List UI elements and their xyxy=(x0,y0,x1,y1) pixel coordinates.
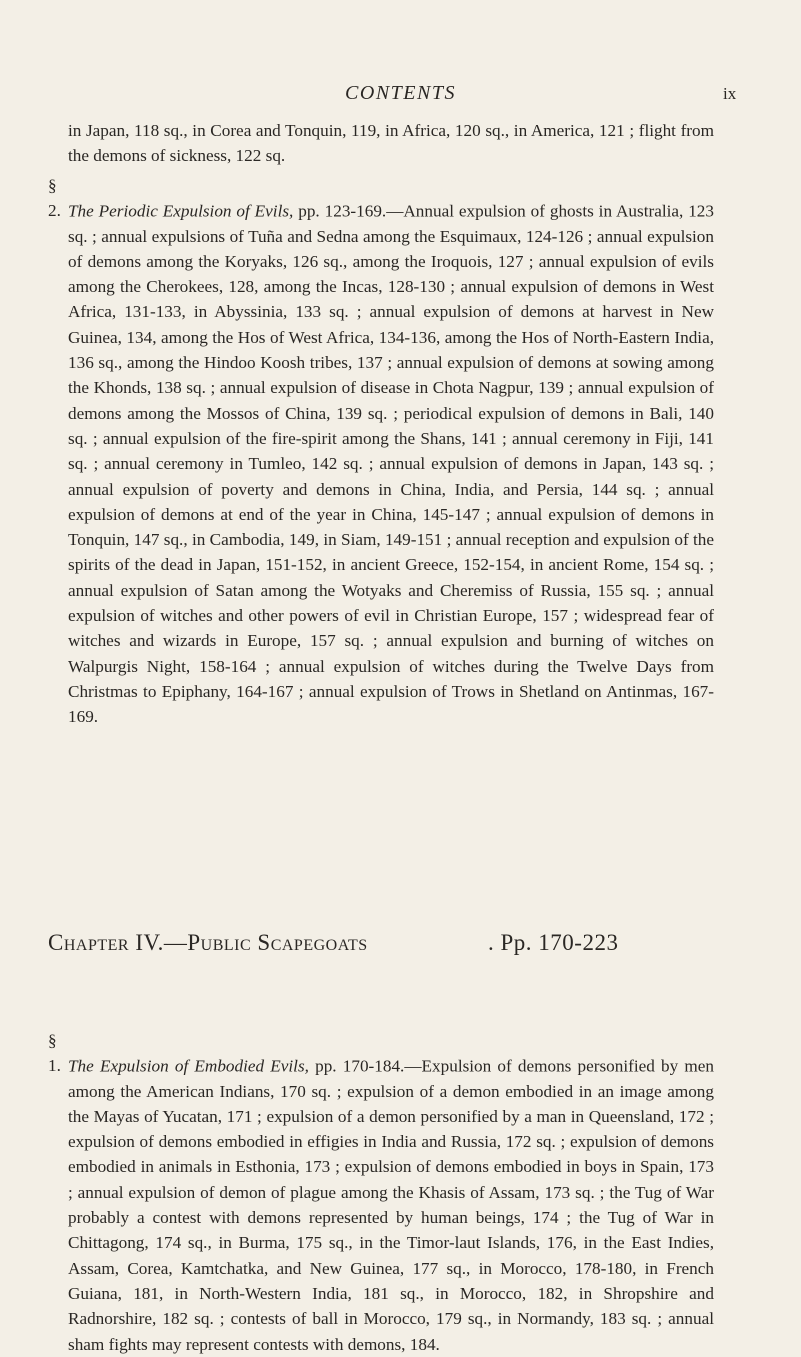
continuation-text: in Japan, 118 sq., in Corea and Tonquin, 119, in Africa, 120 sq., in America, 121 ; flight from the demons of sickness, 122 sq. xyxy=(68,121,714,166)
section-2-mark: § 2. xyxy=(48,176,61,221)
section-1 xyxy=(48,1028,714,1357)
page-number: ix xyxy=(723,84,737,103)
section-2-title: The Periodic Expulsion of Evils, xyxy=(68,201,294,221)
chapter-label: Chapter IV.—Public Scapegoats xyxy=(48,930,368,955)
chapter-heading xyxy=(48,928,714,958)
chapter-pages: . Pp. 170-223 xyxy=(488,930,619,955)
continuation-paragraph xyxy=(48,118,714,169)
section-2 xyxy=(48,173,714,730)
section-2-text: pp. 123-169.—Annual expulsion of ghosts in Australia, 123 sq. ; annual expulsions of Tuña and Sedna among the Esquimaux, 124-126 ; annual expulsion of demons among the Koryaks, 126 sq., among the Iroquois, 127 ; annual expulsion of evils among the Cherokees, 128, among the Incas, 128-130 ; annual expulsion of demons in West Africa, 131-133, in Abyssinia, 133 sq. ; annual expulsion of demons at harvest in New Guinea, 134, among the Hos of West Africa, 134-136, among the Hos of North-Eastern India, 136 sq., among the Hindoo Koosh tribes, 137 ; annual expulsion of demons at sowing among the Khonds, 138 sq. ; annual expulsion of disease in Chota Nagpur, 139 ; annual expulsion of demons among the Mossos of China, 139 sq. ; periodical expulsion of demons in Bali, 140 sq. ; annual expulsion of the fire-spirit among the Shans, 141 ; annual ceremony in Fiji, 141 sq. ; annual ceremony in Tumleo, 142 sq. ; annual expulsion of demons in Japan, 143 sq. ; annual expulsion of poverty and demons in China, India, and Persia, 144 sq. ; annual expulsion of demons at end of the year in China, 145-147 ; annual expulsion of demons in Tonquin, 147 sq., in Cambodia, 149, in Siam, 149-151 ; annual reception and expulsion of the spirits of the dead in Japan, 151-152, in ancient Greece, 152-154, in ancient Rome, 154 sq. ; annual expulsion of Satan among the Wotyaks and Cheremiss of Russia, 155 sq. ; annual expulsion of witches and other powers of evil in Christian Europe, 157 ; widespread fear of witches and wizards in Europe, 157 sq. ; annual expulsion and burning of witches on Walpurgis Night, 158-164 ; annual expulsion of witches during the Twelve Days from Christmas to Epiphany, 164-167 ; annual expulsion of Trows in Shetland on Antinmas, 167-169. xyxy=(68,201,714,727)
section-2-paragraph xyxy=(48,173,714,730)
section-1-text: pp. 170-184.—Expulsion of demons personified by men among the American Indians, 170 sq. ; expulsion of a demon embodied in an image among the Mayas of Yucatan, 171 ; expulsion of a demon personified by a man in Queensland, 172 ; expulsion of demons embodied in effigies in India and Russia, 172 sq. ; expulsion of demons embodied in animals in Esthonia, 173 ; expulsion of demons embodied in boys in Spain, 173 ; annual expulsion of demon of plague among the Khasis of Assam, 173 sq. ; the Tug of War probably a contest with demons represented by human beings, 174 ; the Tug of War in Chittagong, 174 sq., in Burma, 175 sq., in the Timor-laut Islands, 176, in the East Indies, Assam, Corea, Kamtchatka, and New Guinea, 177 sq., in Morocco, 178-180, in French Guiana, 181, in North-Western India, 181 sq., in Morocco, 182, in Shropshire and Radnorshire, 182 sq. ; contests of ball in Morocco, 179 sq., in Normandy, 183 sq. ; annual sham fights may represent contests with demons, 184. xyxy=(68,1056,714,1354)
page-header xyxy=(0,82,801,112)
section-1-mark: § 1. xyxy=(48,1031,61,1076)
running-title: CONTENTS xyxy=(345,82,456,104)
section-1-title: The Expulsion of Embodied Evils, xyxy=(68,1056,309,1076)
section-1-paragraph xyxy=(48,1028,714,1357)
